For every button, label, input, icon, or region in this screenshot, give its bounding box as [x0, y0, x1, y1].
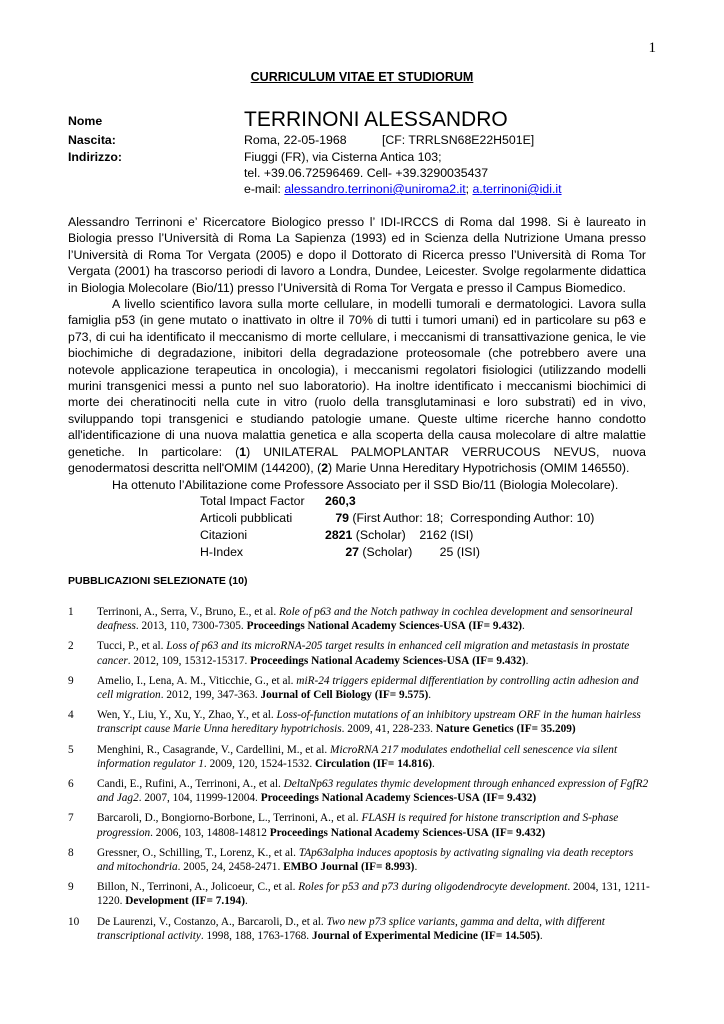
bio-p2-text-b: ) UNILATERAL PALMOPLANTAR VERRUCOUS NEVUS, nuova genodermatosi descritta nell'OMIM (144200), ( [68, 444, 646, 476]
publication-details: . 1998, 188, 1763-1768. [200, 929, 312, 942]
publication-title: MicroRNA 217 modulates endothelial cell senescence via silent information regulator 1 [97, 743, 618, 770]
metric-value: 79 [335, 511, 349, 525]
publication-journal: Proceedings National Academy Sciences-USA [269, 826, 489, 839]
publication-details: . 2004, 131, 1211-1220. [97, 881, 650, 908]
publication-tail: . [525, 654, 529, 667]
publication-authors: Wen, Y., Liu, Y., Xu, Y., Zhao, Y., et al. [97, 709, 277, 722]
publication-impact-factor: (IF= 35.209) [516, 723, 576, 736]
metric-label: Citazioni [200, 528, 248, 542]
nascita-value: Roma, 22-05-1968 [244, 133, 347, 147]
metric-value: 27 [345, 545, 359, 559]
publication-number: 6 [68, 778, 74, 791]
publication-journal: Journal of Experimental Medicine [311, 929, 478, 942]
publication-title: DeltaNp63 regulates thymic development through enhanced expression of FgfR2 and Jag2 [97, 778, 649, 805]
publication-journal: Proceedings National Academy Sciences-USA [246, 620, 466, 633]
publication-details: . 2009, 120, 1524-1532. [203, 757, 316, 770]
publication-item [68, 708, 652, 736]
publication-number: 2 [68, 640, 74, 653]
publication-journal: Proceedings National Academy Sciences-USA [260, 792, 480, 805]
publication-journal: Nature Genetics [435, 723, 514, 736]
publication-journal: EMBO Journal [283, 861, 359, 874]
metric-label: Articoli pubblicati [200, 511, 293, 525]
publications-heading: PUBBLICAZIONI SELEZIONATE (10) [68, 575, 248, 587]
publication-journal: Journal of Cell Biology [260, 689, 372, 702]
publication-number: 5 [68, 743, 74, 756]
publication-title: Two new p73 splice variants, gamma and delta, with different transcriptional activity [97, 915, 605, 942]
metric-articles [200, 510, 594, 527]
biography [68, 214, 646, 493]
metric-note: (Scholar) 25 (ISI) [359, 545, 480, 559]
metric-impact-factor [200, 493, 594, 510]
publication-item [68, 915, 652, 943]
publication-journal: Circulation [315, 757, 371, 770]
publication-citation [97, 811, 652, 839]
publication-authors: Amelio, I., Lena, A. M., Viticchie, G., et al. [97, 674, 297, 687]
publication-title: FLASH is required for histone transcription and S-phase progression [97, 812, 619, 839]
indirizzo-label: Indirizzo: [68, 150, 122, 164]
publication-tail: . [244, 895, 248, 908]
publication-title: Loss of p63 and its microRNA-205 target results in enhanced cell migration and metastasis in prostate cancer [97, 640, 630, 667]
publication-citation [97, 915, 652, 943]
publication-item [68, 777, 652, 805]
metric-label: H-Index [200, 545, 244, 559]
publication-journal: Development [125, 895, 189, 908]
publication-impact-factor: (IF= 7.194) [191, 895, 245, 908]
publication-citation [97, 846, 652, 874]
publication-item [68, 674, 652, 702]
publication-authors: Gressner, O., Schilling, T., Lorenz, K., et al. [97, 846, 299, 859]
publication-number: 7 [68, 812, 74, 825]
publication-authors: De Laurenzi, V., Costanzo, A., Barcaroli, D., et al. [97, 915, 327, 928]
publication-citation [97, 777, 652, 805]
email-link-idi[interactable]: a.terrinoni@idi.it [472, 182, 562, 196]
publication-authors: Billon, N., Terrinoni, A., Jolicoeur, C., et al. [97, 881, 299, 894]
publication-details: . 2005, 24, 2458-2471. [177, 861, 284, 874]
telephone: tel. +39.06.72596469. Cell- +39.3290035437 [244, 166, 489, 180]
publication-impact-factor: (IF= 9.432) [482, 792, 537, 805]
publication-details: . 2007, 104, 11999-12004. [138, 792, 261, 805]
bio-paragraph-3: Ha ottenuto l’Abilitazione come Professore Associato per il SSD Bio/11 (Biologia Molecolare). [112, 477, 619, 492]
publication-authors: Candi, E., Rufini, A., Terrinoni, A., et al. [97, 778, 284, 791]
bio-p2-num2: 2 [321, 461, 329, 476]
nascita-label: Nascita: [68, 133, 116, 147]
metrics-table [200, 493, 594, 561]
publication-title: TAp63alpha induces apoptosis by activating signaling via death receptors and mitochondria [97, 846, 634, 874]
publication-item [68, 639, 652, 667]
publication-citation [97, 880, 652, 908]
publication-number: 10 [68, 915, 80, 928]
publication-item [68, 846, 652, 874]
page-number: 1 [648, 40, 656, 56]
publication-tail: . [414, 861, 418, 874]
publication-citation [97, 605, 652, 633]
publication-impact-factor: (IF= 14.816) [372, 757, 433, 770]
publication-authors: Barcaroli, D., Bongiorno-Borbone, L., Terrinoni, A., et al. [97, 812, 362, 825]
publication-impact-factor: (IF= 8.993) [360, 861, 415, 874]
metric-label: Total Impact Factor [200, 494, 305, 508]
codice-fiscale: [CF: TRRLSN68E22H501E] [382, 133, 535, 147]
publication-item [68, 605, 652, 633]
bio-p2-text-c: ) Marie Unna Hereditary Hypotrichosis (OMIM 146550). [328, 461, 630, 476]
metric-note: (Scholar) 2162 (ISI) [352, 528, 474, 542]
email-separator: ; [465, 182, 473, 196]
publication-impact-factor: (IF= 14.505) [480, 929, 540, 942]
publication-number: 8 [68, 846, 74, 859]
publication-details: . 2013, 110, 7300-7305. [135, 620, 247, 633]
publication-tail: . [522, 620, 525, 633]
publication-citation [97, 674, 652, 702]
full-name: TERRINONI ALESSANDRO [244, 108, 508, 131]
bio-p2-num1: 1 [239, 444, 247, 459]
publication-number: 9 [68, 674, 74, 687]
publication-impact-factor: (IF= 9.432) [468, 620, 523, 633]
publication-citation [97, 639, 652, 667]
metric-value: 2821 [325, 528, 353, 542]
publication-item [68, 811, 652, 839]
publication-item [68, 743, 652, 771]
publication-citation [97, 708, 652, 736]
nome-label: Nome [68, 114, 103, 128]
metric-citations [200, 527, 594, 544]
publication-title: Loss-of-function mutations of an inhibitory upstream ORF in the human hairless transcript cause Marie Unna hereditary hypotrichosis [97, 709, 641, 736]
bio-p2-text: A livello scientifico lavora sulla morte cellulare, in modelli tumorali e dermatologici. Lavora sulla famiglia p53 (in gene mutato o inattivato in oltre il 70% di tutti i tumori umani) ed in particolare su p63 e p73, di cui ha identificato il meccanismo di morte cellulare, i meccanismi di transattivazione genica, le vie biochimiche di degradazione, inibitori della degradazione proteosomale (che potrebbero avere una notevole applicazione terapeutica in oncologia), i meccanismi regolatori fisiologici (utilizzando modelli murini transgenici messi a punto nel suo laboratorio). Ha inoltre identificato i meccanismi biochimici di morte dei cheratinociti nella cute in vitro (ruolo della transglutaminasi e loro substrati) ed in vivo, sviluppando topi transgenici e studiando patologie umane. Queste ultime ricerche hanno condotto all'identificazione di una nuova malattia genetica e alla scoperta della causa molecolare di altre malattie genetiche. In particolare: ( [68, 297, 646, 459]
email-line [244, 182, 562, 196]
bio-paragraph-1: Alessandro Terrinoni e’ Ricercatore Biologico presso l’ IDI-IRCCS di Roma dal 1998. Si è laureato in Biologia presso l’Università di Roma La Sapienza (1993) ed in Scienza della Nutrizione Umana presso l’Università di Roma Tor Vergata (2005) e dopo il Dottorato di Ricerca presso l’Università di Roma Tor Vergata (2001) ha trascorso periodi di lavoro a Londra, Dundee, Leicester. Svolge regolarmente didattica in Biologia Molecolare (Bio/11) presso l’Università di Roma Tor Vergata e presso il Campus Biomedico. [68, 215, 646, 295]
publications-list [68, 605, 652, 949]
publication-journal: Proceedings National Academy Sciences-USA [250, 654, 470, 667]
publication-citation [97, 743, 652, 771]
publication-number: 4 [68, 709, 74, 722]
publication-details: . 2012, 199, 347-363. [160, 689, 261, 702]
publication-tail: . [432, 757, 435, 770]
publication-details: . 2006, 103, 14808-14812 [150, 826, 270, 839]
publication-number: 9 [68, 881, 74, 894]
metric-h-index [200, 544, 594, 561]
bio-paragraph-2 [68, 296, 646, 476]
publication-authors: Tucci, P., et al. [97, 640, 167, 653]
publication-impact-factor: (IF= 9.432) [491, 826, 546, 839]
publication-number: 1 [68, 606, 74, 618]
publication-tail: . [428, 689, 432, 702]
publication-authors: Terrinoni, A., Serra, V., Bruno, E., et al. [97, 606, 280, 618]
publication-tail: . [539, 929, 543, 942]
publication-details: . 2009, 41, 228-233. [341, 723, 436, 736]
indirizzo-value: Fiuggi (FR), via Cisterna Antica 103; [244, 150, 442, 164]
metric-value: 260,3 [325, 494, 356, 508]
document-title: CURRICULUM VITAE ET STUDIORUM [250, 70, 474, 84]
publication-impact-factor: (IF= 9.575) [374, 689, 429, 702]
publication-title: miR-24 triggers epidermal differentiation by controlling actin adhesion and cell migration [97, 674, 639, 702]
publication-title: Role of p63 and the Notch pathway in cochlea development and sensorineural deafness [97, 606, 633, 633]
publication-item [68, 880, 652, 908]
email-prefix: e-mail: [244, 182, 285, 196]
metric-note: (First Author: 18; Corresponding Author: 10) [349, 511, 595, 525]
email-link-uniroma[interactable]: alessandro.terrinoni@uniroma2.it [284, 182, 466, 196]
publication-impact-factor: (IF= 9.432) [472, 654, 526, 667]
publication-authors: Menghini, R., Casagrande, V., Cardellini, M., et al. [97, 743, 331, 756]
publication-details: . 2012, 109, 15312-15317. [127, 654, 251, 667]
publication-title: Roles for p53 and p73 during oligodendrocyte development [298, 881, 568, 894]
